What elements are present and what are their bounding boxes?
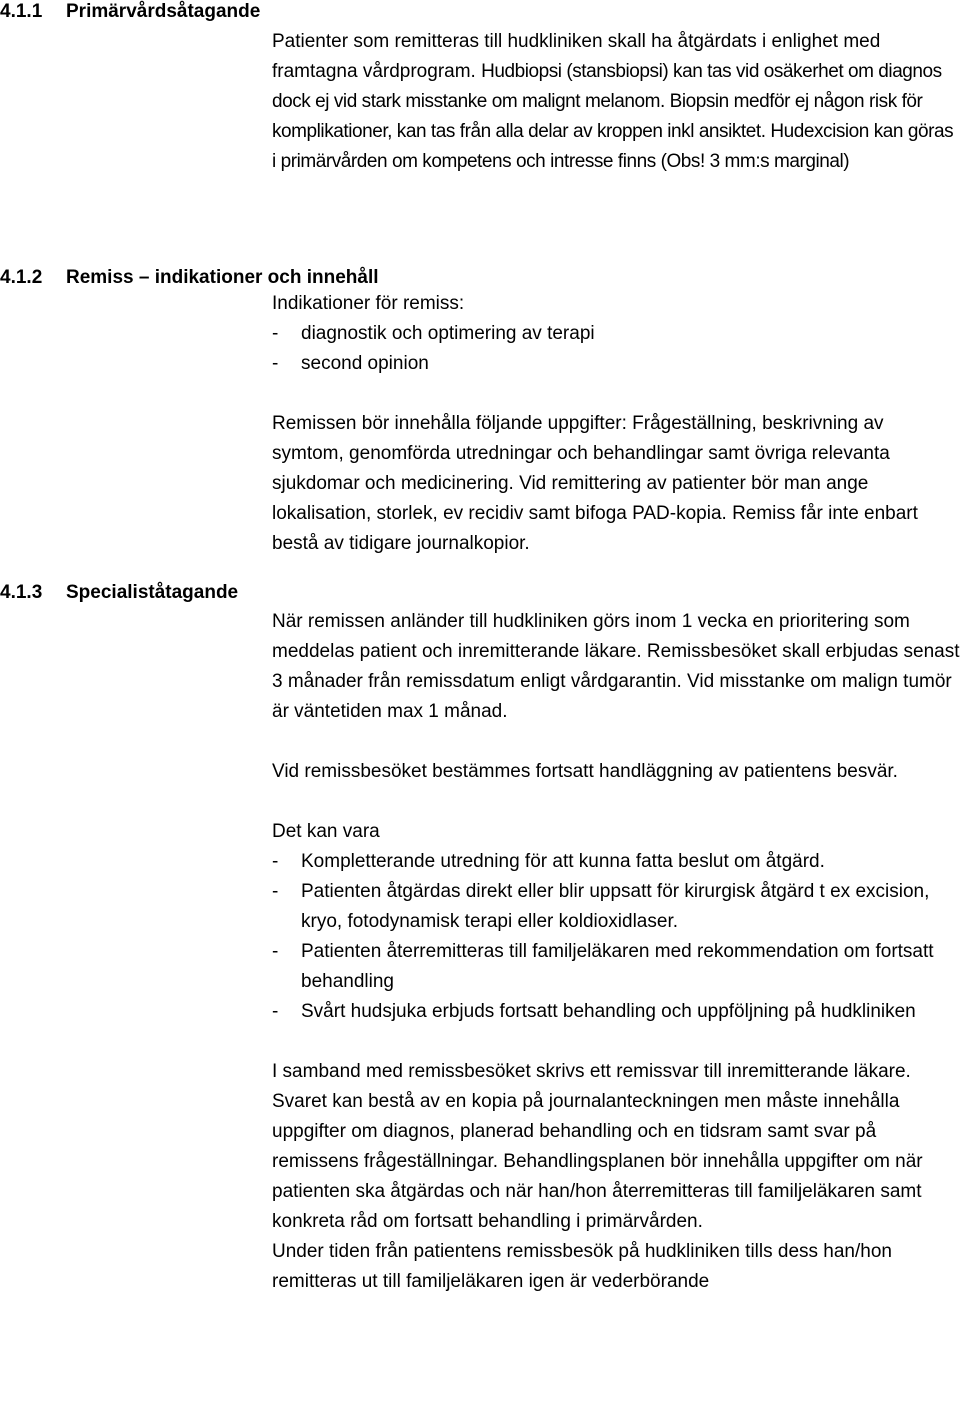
section-body-4-1-3 bbox=[272, 607, 960, 1297]
paragraph: Under tiden från patientens remissbesök på hudkliniken tills dess han/hon remitteras ut till familjeläkaren igen är vederbörande bbox=[272, 1241, 892, 1292]
list-item: - Svårt hudsjuka erbjuds fortsatt behandling och uppföljning på hudkliniken bbox=[272, 997, 960, 1027]
paragraph: I samband med remissbesöket skrivs ett remissvar till inremitterande läkare. Svaret kan bestå av en kopia på journalanteckningen men måste innehålla uppgifter om diagnos, planerad behandling och en tidsram samt svar på remissens frågeställningar. Behandlingsplanen bör innehålla uppgifter om när patienten ska åtgärdas och när han/hon återremitteras till familjeläkaren samt konkreta råd om fortsatt behandling i primärvården. bbox=[272, 1061, 923, 1232]
section-number: 4.1.2 bbox=[0, 267, 43, 288]
section-number: 4.1.1 bbox=[0, 1, 43, 22]
section-body-4-1-2 bbox=[272, 289, 960, 559]
list-item: - second opinion bbox=[272, 349, 960, 379]
paragraph bbox=[272, 27, 960, 177]
paragraph: Det kan vara bbox=[272, 821, 380, 842]
paragraph: När remissen anländer till hudkliniken görs inom 1 vecka en prioritering som meddelas patient och inremitterande läkare. Remissbesöket skall erbjudas senast 3 månader från remissdatum enligt vårdgarantin. Vid misstanke om malign tumör är väntetiden max 1 månad. bbox=[272, 611, 960, 722]
options-list bbox=[272, 847, 960, 1027]
list-item: - Patienten återremitteras till familjeläkaren med rekommendation om fortsatt behandling bbox=[272, 937, 960, 997]
paragraph: Indikationer för remiss: bbox=[272, 293, 465, 314]
list-item: - Kompletterande utredning för att kunna fatta beslut om åtgärd. bbox=[272, 847, 960, 877]
section-title: Remiss – indikationer och innehåll bbox=[66, 267, 379, 288]
section-body-4-1-1 bbox=[272, 27, 960, 177]
paragraph: Vid remissbesöket bestämmes fortsatt handläggning av patientens besvär. bbox=[272, 761, 898, 782]
section-heading-4-1-3 bbox=[0, 578, 238, 608]
section-heading-4-1-1 bbox=[0, 0, 260, 27]
section-title: Specialiståtagande bbox=[66, 582, 239, 603]
section-title: Primärvårdsåtagande bbox=[66, 1, 261, 22]
indication-list bbox=[272, 319, 960, 379]
paragraph: Remissen bör innehålla följande uppgifter: Frågeställning, beskrivning av symtom, genomförda utredningar och behandlingar samt övriga relevanta sjukdomar och medicinering. Vid remittering av patienter bör man ange lokalisation, storlek, ev recidiv samt bifoga PAD-kopia. Remiss får inte enbart bestå av tidigare journalkopior. bbox=[272, 413, 918, 554]
list-item: - Patienten åtgärdas direkt eller blir uppsatt för kirurgisk åtgärd t ex excision, kryo, fotodynamisk terapi eller koldioxidlaser. bbox=[272, 877, 960, 937]
paragraph-text: Hudbiopsi (stansbiopsi) kan tas vid osäkerhet om diagnos dock ej vid stark misstanke om malignt melanom. Biopsin medför ej någon risk för komplikationer, kan tas från alla delar av kroppen inkl ansiktet. Hudexcision kan göras i primärvården om kompetens och intresse finns (Obs! 3 mm:s marginal) bbox=[272, 61, 954, 172]
paragraph-text: Patienter som remitteras till hudkliniken skall ha åtgärdats i enlighet med framtagna vårdprogram. bbox=[272, 31, 881, 82]
list-item: - diagnostik och optimering av terapi bbox=[272, 319, 960, 349]
section-number: 4.1.3 bbox=[0, 582, 43, 603]
